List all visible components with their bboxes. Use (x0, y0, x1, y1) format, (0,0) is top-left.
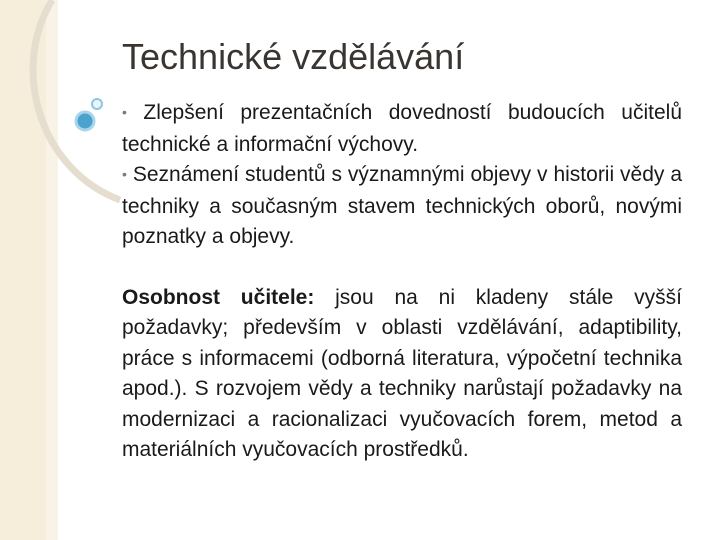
bullet-item (122, 98, 682, 160)
decorative-circle-large (76, 112, 94, 130)
paragraph-lead: Osobnost učitele: (122, 285, 315, 309)
sidebar-panel (0, 0, 46, 540)
paragraph (122, 283, 682, 466)
spacer (122, 253, 682, 283)
page-title: Technické vzdělávání (122, 36, 465, 77)
bullet-text: Seznámení studentů s významnými objevy v historii vědy a techniky a současným stavem technických oborů, novými poznatky a objevy. (122, 163, 682, 248)
bullet-icon: • (122, 166, 127, 182)
slide-body (122, 98, 682, 466)
bullet-icon: • (122, 104, 127, 120)
bullet-text: Zlepšení prezentačních dovedností budoucích učitelů technické a informační výchovy. (122, 101, 683, 156)
bullet-item (122, 160, 682, 253)
paragraph-text: jsou na ni kladeny stále vyšší požadavky; především v oblasti vzdělávání, adaptibility, práce s informacemi (odborná literatura, výpočetní technika apod.). S rozvojem vědy a techniky narůstají požadavky na modernizaci a racionalizaci vyučovacích forem, metod a materiálních vyučovacích prostředků. (122, 285, 682, 461)
sidebar-gradient (46, 0, 58, 540)
decorative-circle-small (92, 99, 102, 109)
